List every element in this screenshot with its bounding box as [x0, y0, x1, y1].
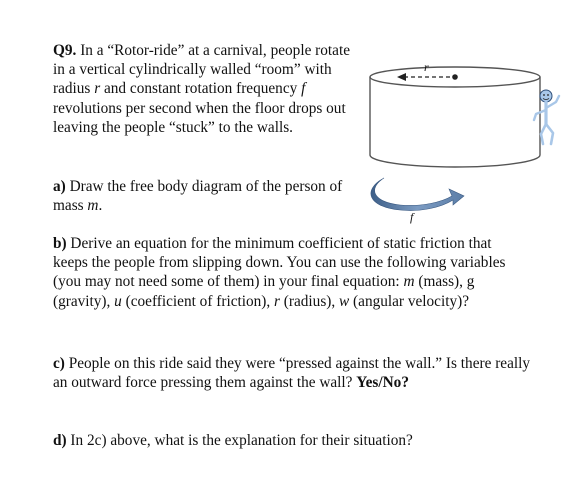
intro-var-r: r — [94, 80, 101, 98]
part-a-text-2: . — [98, 197, 103, 215]
part-d — [53, 431, 533, 450]
person-head — [540, 90, 552, 102]
rotation-arrow-body — [371, 178, 464, 211]
part-b — [53, 234, 523, 311]
part-b-var-u: u — [114, 292, 122, 310]
part-b-text-2: (mass), g (gravity), — [53, 273, 475, 310]
cylinder-bottom-rim — [370, 155, 540, 167]
part-b-text-5: (angular velocity)? — [349, 292, 470, 310]
intro-text-3: revolutions per second when the floor drops out leaving the people “stuck” to the walls. — [53, 99, 346, 136]
part-a — [53, 177, 373, 215]
part-a-var-m: m — [87, 197, 99, 215]
part-c-answer-options: Yes/No? — [356, 374, 409, 392]
radius-label: r — [424, 62, 429, 74]
part-b-text-4: (radius), — [279, 292, 340, 310]
part-b-text-1: Derive an equation for the minimum coefficient of static friction that keeps the people from slipping down. You can use the following variables (you may not need some of them) in your final equation: — [53, 235, 506, 291]
part-b-var-r: r — [274, 292, 280, 310]
person-icon — [534, 90, 559, 144]
rotor-ride-diagram — [360, 62, 570, 232]
person-leg-left — [541, 124, 546, 144]
intro-text-1: In a “Rotor-ride” at a carnival, people rotate in a vertical cylindrically walled “room” with radius — [53, 42, 351, 98]
part-d-text-1: In 2c) above, what is the explanation for their situation? — [66, 432, 413, 449]
person-leg-right — [546, 124, 553, 144]
part-b-text-3: (coefficient of friction), — [121, 292, 275, 310]
rotation-arrow — [371, 178, 464, 224]
part-c — [53, 354, 533, 392]
part-a-text-1: Draw the free body diagram of the person of mass — [53, 178, 343, 215]
intro-text-2: and constant rotation frequency — [100, 80, 302, 98]
intro-var-f: f — [301, 80, 306, 98]
radius-center-dot — [452, 74, 458, 80]
part-b-var-w: w — [339, 292, 350, 310]
cylinder — [370, 67, 540, 167]
question-number: Q9. — [53, 42, 77, 59]
part-b-var-m: m — [403, 273, 415, 291]
part-c-label: c) — [53, 355, 65, 372]
part-a-label: a) — [53, 178, 66, 195]
part-c-text-1: People on this ride said they were “pressed against the wall.” Is there really an outward force pressing them against the wall? — [53, 355, 531, 392]
frequency-label: f — [410, 210, 414, 224]
part-b-label: b) — [53, 235, 67, 252]
question-intro — [53, 41, 363, 137]
part-d-label: d) — [53, 432, 67, 449]
